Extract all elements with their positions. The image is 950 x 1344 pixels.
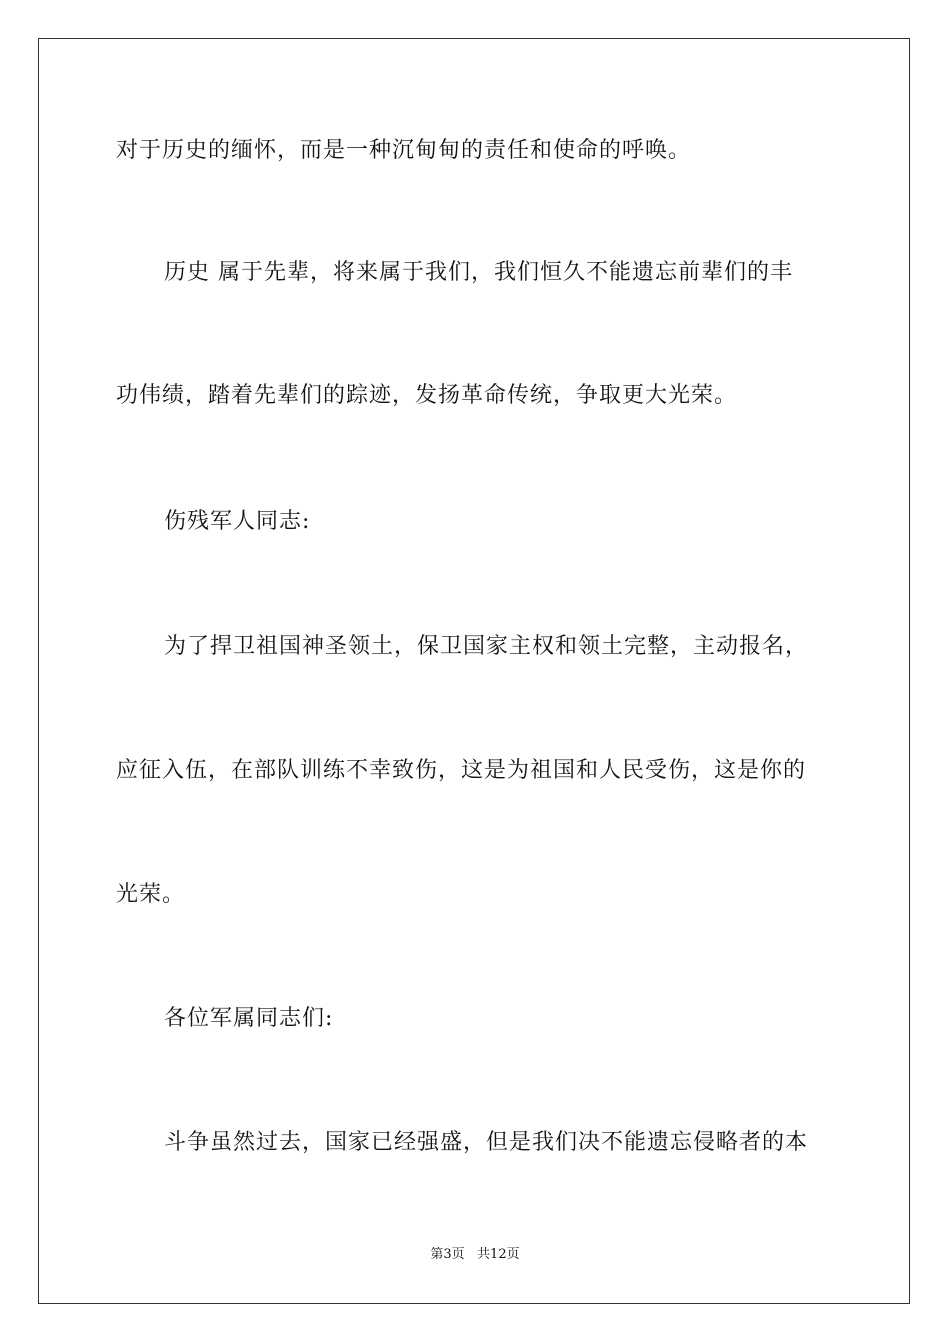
salutation-military-families: 各位军属同志们: — [164, 1006, 334, 1031]
text-line-7: 光荣。 — [116, 882, 186, 907]
page-frame — [38, 38, 910, 1304]
text-line-5: 为了捍卫祖国神圣领土，保卫国家主权和领土完整，主动报名， — [164, 634, 809, 659]
text-line-1: 对于历史的缅怀，而是一种沉甸甸的责任和使命的呼唤。 — [116, 138, 692, 163]
text-line-9: 斗争虽然过去，国家已经强盛，但是我们决不能遗忘侵略者的本 — [164, 1130, 809, 1155]
salutation-disabled-soldiers: 伤残军人同志: — [164, 509, 311, 534]
page-number-footer: 第3页 共12页 — [430, 1247, 520, 1262]
text-line-2: 历史 属于先辈，将来属于我们，我们恒久不能遗忘前辈们的丰 — [164, 260, 793, 285]
text-line-3: 功伟绩，踏着先辈们的踪迹，发扬革命传统，争取更大光荣。 — [116, 383, 738, 408]
text-line-6: 应征入伍，在部队训练不幸致伤，这是为祖国和人民受伤，这是你的 — [116, 758, 807, 783]
